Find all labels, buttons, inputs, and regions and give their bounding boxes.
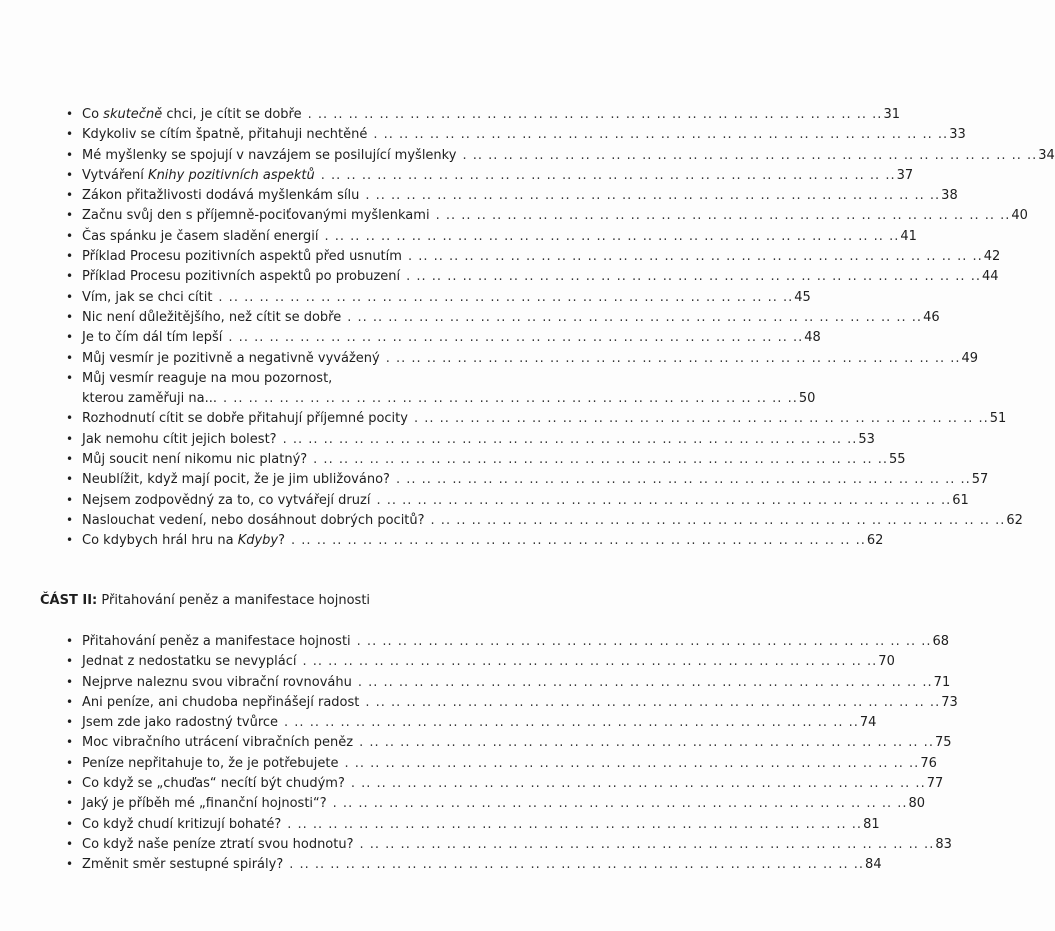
page-number: 62 — [1006, 512, 1023, 528]
page-number: 80 — [908, 796, 926, 812]
dot-leader: .. .. .. .. .. .. .. .. .. .. .. .. .. .. .. .. .. .. .. .. .. .. .. .. .. .. .. .. .. .. .. .. .. .. .. .. .. . — [344, 755, 920, 771]
dot-leader: .. .. .. .. .. .. .. .. .. .. .. .. .. .. .. .. .. .. .. .. .. .. .. .. .. .. .. .. .. .. .. .. .. .. .. .. .. . — [223, 391, 798, 407]
dot-leader: .. .. .. .. .. .. .. .. .. .. .. .. .. .. .. .. .. .. .. .. .. .. .. .. .. .. .. .. .. .. .. .. .. .. .. .. .. . — [365, 188, 941, 204]
dot-leader: .. .. .. .. .. .. .. .. .. .. .. .. .. .. .. .. .. .. .. .. .. .. .. .. .. .. .. .. .. .. .. .. .. .. .. .. .. . — [307, 107, 883, 122]
dot-leader: .. .. .. .. .. .. .. .. .. .. .. .. .. .. .. .. .. .. .. .. .. .. .. .. .. .. .. .. .. .. .. .. .. .. .. .. .. . — [435, 208, 1011, 224]
entry-title — [82, 409, 408, 429]
bullet-icon: • — [66, 411, 74, 426]
page-number: 53 — [858, 431, 875, 447]
entry-title-text: Nic není důležitějšího, než cítit se dobře — [82, 309, 342, 325]
toc-list-part-1 — [66, 104, 1055, 551]
entry-title-line2: kterou zaměřuji na... — [82, 391, 218, 407]
entry-title — [82, 105, 302, 125]
entry-title-text: Zákon přitažlivosti dodává myšlenkám sílu — [82, 188, 360, 204]
page-number: 41 — [900, 228, 917, 244]
entry-title-text: Moc vibračního utrácení vibračních peněz — [82, 735, 354, 751]
bullet-icon: • — [66, 694, 74, 709]
page-number: 49 — [961, 350, 979, 366]
entry-title-text: Přitahování peněz a manifestace hojnosti — [82, 634, 351, 649]
page-number: 68 — [932, 634, 950, 649]
entry-title-text: Jsem zde jako radostný tvůrce — [82, 715, 279, 731]
page-number: 40 — [1011, 208, 1028, 224]
toc-entry[interactable] — [66, 368, 566, 388]
toc-entry[interactable] — [66, 631, 950, 651]
bullet-icon: • — [66, 370, 74, 385]
bullet-icon: • — [66, 816, 74, 831]
entry-title — [82, 632, 351, 652]
entry-title — [82, 693, 359, 713]
bullet-icon: • — [66, 796, 74, 811]
toc-entry[interactable] — [66, 287, 811, 307]
bullet-icon: • — [66, 309, 74, 324]
dot-leader: .. .. .. .. .. .. .. .. .. .. .. .. .. .. .. .. .. .. .. .. .. .. .. .. .. .. .. .. .. .. .. .. .. .. .. .. .. . — [320, 167, 896, 183]
dot-leader: .. .. .. .. .. .. .. .. .. .. .. .. .. .. .. .. .. .. .. .. .. .. .. .. .. .. .. .. .. .. .. .. .. .. .. .. .. . — [287, 816, 863, 832]
page-number: 45 — [794, 289, 811, 305]
toc-entry[interactable] — [66, 226, 917, 246]
entry-title — [82, 227, 319, 247]
page-number: 84 — [865, 857, 882, 873]
bullet-icon: • — [66, 208, 74, 223]
entry-title — [82, 247, 402, 267]
entry-title-text: Peníze nepřitahuje to, že je potřebujete — [82, 755, 339, 771]
dot-leader: .. .. .. .. .. .. .. .. .. .. .. .. .. .. .. .. .. .. .. .. .. .. .. .. .. .. .. .. .. .. .. .. .. .. .. .. .. . — [413, 411, 989, 427]
entry-title — [82, 673, 352, 693]
entry-title-text: Jaký je příběh mé „finanční hojnosti“? — [82, 796, 327, 812]
entry-title-text: Vytváření — [82, 167, 149, 183]
entry-title-text-end: chci, je cítit se dobře — [162, 107, 302, 122]
entry-title-text: Nejsem zodpovědný za to, co vytvářejí druzí — [82, 492, 371, 508]
bullet-icon: • — [66, 107, 74, 121]
entry-title — [82, 774, 345, 794]
entry-title — [82, 369, 332, 389]
bullet-icon: • — [66, 512, 74, 527]
page-number: 44 — [981, 269, 999, 285]
entry-title — [82, 835, 354, 855]
entry-title — [82, 815, 281, 835]
dot-leader: .. .. .. .. .. .. .. .. .. .. .. .. .. .. .. .. .. .. .. .. .. .. .. .. .. .. .. .. .. .. .. .. .. .. .. .. .. . — [365, 694, 941, 710]
page-number: 31 — [883, 107, 900, 122]
entry-title-text: Co — [82, 107, 104, 122]
entry-title — [82, 450, 307, 470]
toc-entry[interactable] — [66, 408, 1007, 428]
entry-title — [82, 328, 222, 348]
dot-leader: .. .. .. .. .. .. .. .. .. .. .. .. .. .. .. .. .. .. .. .. .. .. .. .. .. .. .. .. .. .. .. .. .. .. .. .. .. . — [376, 492, 952, 508]
entry-title — [82, 531, 285, 551]
toc-entry[interactable] — [66, 165, 914, 185]
bullet-icon: • — [66, 127, 74, 142]
entry-title-text: Jak nemohu cítit jejich bolest? — [82, 431, 277, 447]
dot-leader: .. .. .. .. .. .. .. .. .. .. .. .. .. .. .. .. .. .. .. .. .. .. .. .. .. .. .. .. .. .. .. .. .. .. .. .. .. . — [291, 533, 866, 549]
bullet-icon: • — [66, 249, 74, 264]
page-number: 42 — [983, 249, 1001, 265]
section-heading — [40, 591, 370, 611]
page-number: 50 — [798, 391, 816, 407]
dot-leader: .. .. .. .. .. .. .. .. .. .. .. .. .. .. .. .. .. .. .. .. .. .. .. .. .. .. .. .. .. .. .. .. .. .. .. .. .. . — [356, 634, 932, 649]
bullet-icon: • — [66, 330, 74, 345]
page-number: 55 — [889, 452, 906, 468]
dot-leader: .. .. .. .. .. .. .. .. .. .. .. .. .. .. .. .. .. .. .. .. .. .. .. .. .. .. .. .. .. .. .. .. .. .. .. .. .. . — [347, 309, 923, 325]
page-number: 48 — [804, 330, 821, 346]
section-label: ČÁST II: — [40, 593, 98, 608]
entry-title — [82, 146, 456, 166]
dot-leader: .. .. .. .. .. .. .. .. .. .. .. .. .. .. .. .. .. .. .. .. .. .. .. .. .. .. .. .. .. .. .. .. .. .. .. .. .. . — [407, 249, 983, 265]
entry-title — [82, 794, 327, 814]
bullet-icon: • — [66, 533, 74, 548]
dot-leader: .. .. .. .. .. .. .. .. .. .. .. .. .. .. .. .. .. .. .. .. .. .. .. .. .. .. .. .. .. .. .. .. .. .. .. .. .. . — [324, 228, 900, 244]
entry-title — [82, 754, 338, 774]
dot-leader: .. .. .. .. .. .. .. .. .. .. .. .. .. .. .. .. .. .. .. .. .. .. .. .. .. .. .. .. .. .. .. .. .. .. .. .. .. . — [395, 472, 971, 488]
entry-title — [82, 308, 341, 328]
entry-title — [82, 206, 430, 226]
dot-leader: .. .. .. .. .. .. .. .. .. .. .. .. .. .. .. .. .. .. .. .. .. .. .. .. .. .. .. .. .. .. .. .. .. .. .. .. .. . — [284, 715, 859, 731]
page-number: 38 — [941, 188, 958, 204]
entry-title-text: Příklad Procesu pozitivních aspektů po probuzení — [82, 269, 401, 285]
toc-entry[interactable] — [66, 124, 966, 144]
entry-title — [82, 430, 277, 450]
entry-title-text: Jednat z nedostatku se nevyplácí — [82, 654, 297, 670]
entry-title-italic: Knihy pozitivních aspektů — [148, 167, 315, 183]
page-number: 74 — [859, 715, 877, 731]
dot-leader: .. .. .. .. .. .. .. .. .. .. .. .. .. .. .. .. .. .. .. .. .. .. .. .. .. .. .. .. .. .. .. .. .. .. .. .. .. . — [430, 512, 1006, 528]
bullet-icon: • — [66, 228, 74, 243]
bullet-icon: • — [66, 147, 74, 162]
entry-title — [82, 267, 400, 287]
entry-title-text: Co kdybych hrál hru na — [82, 533, 238, 549]
bullet-icon: • — [66, 776, 74, 791]
bullet-icon: • — [66, 452, 74, 467]
page-number: 83 — [935, 836, 952, 852]
page-number: 61 — [952, 492, 969, 508]
dot-leader: .. .. .. .. .. .. .. .. .. .. .. .. .. .. .. .. .. .. .. .. .. .. .. .. .. .. .. .. .. .. .. .. .. .. .. .. .. . — [385, 350, 961, 366]
toc-entry[interactable] — [66, 145, 1055, 165]
toc-entry[interactable] — [66, 510, 1023, 530]
toc-entry[interactable] — [66, 712, 877, 732]
toc-entry[interactable] — [66, 753, 937, 773]
page-number: 34 — [1038, 147, 1055, 163]
entry-title-text: Příklad Procesu pozitivních aspektů před usnutím — [82, 249, 402, 265]
dot-leader: .. .. .. .. .. .. .. .. .. .. .. .. .. .. .. .. .. .. .. .. .. .. .. .. .. .. .. .. .. .. .. .. .. .. .. .. .. . — [406, 269, 981, 285]
bullet-icon: • — [66, 755, 74, 770]
entry-title-text: Je to čím dál tím lepší — [82, 330, 223, 346]
entry-title-italic: skutečně — [103, 107, 163, 122]
dot-leader: .. .. .. .. .. .. .. .. .. .. .. .. .. .. .. .. .. .. .. .. .. .. .. .. .. .. .. .. .. .. .. .. .. .. .. .. .. . — [228, 330, 804, 346]
entry-title-text: Čas spánku je časem sladění energií — [82, 228, 319, 244]
entry-title — [82, 733, 353, 753]
toc-entry[interactable] — [66, 692, 958, 712]
dot-leader: .. .. .. .. .. .. .. .. .. .. .. .. .. .. .. .. .. .. .. .. .. .. .. .. .. .. .. .. .. .. .. .. .. .. .. .. .. . — [313, 452, 888, 468]
entry-title-text: Co když se „chuďas“ necítí být chudým? — [82, 776, 345, 792]
entry-title — [82, 125, 367, 145]
toc-entry-continuation — [66, 388, 816, 408]
page-number: 57 — [971, 472, 989, 488]
entry-title-text: Co když naše peníze ztratí svou hodnotu? — [82, 836, 354, 852]
toc-entry[interactable] — [66, 672, 951, 692]
toc-entry[interactable] — [66, 854, 882, 874]
toc-entry[interactable] — [66, 104, 900, 124]
toc-entry[interactable] — [66, 307, 940, 327]
entry-title — [82, 166, 315, 186]
entry-title-text: Ani peníze, ani chudoba nepřinášejí radost — [82, 694, 360, 710]
entry-title-text: Neublížit, když mají pocit, že je jim ubližováno? — [82, 472, 390, 488]
toc-entry[interactable] — [66, 834, 952, 854]
toc-entry[interactable] — [66, 348, 979, 368]
toc-entry[interactable] — [66, 266, 999, 286]
dot-leader: .. .. .. .. .. .. .. .. .. .. .. .. .. .. .. .. .. .. .. .. .. .. .. .. .. .. .. .. .. .. .. .. .. .. .. .. .. . — [302, 654, 878, 670]
bullet-icon: • — [66, 715, 74, 730]
toc-entry[interactable] — [66, 793, 926, 813]
dot-leader: .. .. .. .. .. .. .. .. .. .. .. .. .. .. .. .. .. .. .. .. .. .. .. .. .. .. .. .. .. .. .. .. .. .. .. .. .. . — [357, 674, 933, 690]
dot-leader: .. .. .. .. .. .. .. .. .. .. .. .. .. .. .. .. .. .. .. .. .. .. .. .. .. .. .. .. .. .. .. .. .. .. .. .. .. . — [373, 127, 949, 143]
bullet-icon: • — [66, 167, 74, 182]
bullet-icon: • — [66, 836, 74, 851]
entry-title — [82, 855, 283, 875]
entry-title-text: Můj vesmír je pozitivně a negativně vyvážený — [82, 350, 380, 366]
page-number: 81 — [863, 816, 880, 832]
toc-entry[interactable] — [66, 449, 906, 469]
page-number: 37 — [896, 167, 914, 183]
toc-entry[interactable] — [66, 651, 895, 671]
toc-entry[interactable] — [66, 185, 958, 205]
entry-title — [82, 652, 296, 672]
toc-entry[interactable] — [66, 490, 969, 510]
bullet-icon: • — [66, 269, 74, 284]
entry-title-text: Mé myšlenky se spojují v navzájem se posilující myšlenky — [82, 147, 457, 163]
entry-title — [82, 349, 380, 369]
entry-title-text: Můj vesmír reaguje na mou pozornost, — [82, 370, 333, 386]
entry-title-text: Začnu svůj den s příjemně-pociťovanými myšlenkami — [82, 208, 430, 224]
page-number: 70 — [878, 654, 895, 670]
page-number: 75 — [934, 735, 952, 751]
entry-title-text: Změnit směr sestupné spirály? — [82, 857, 284, 873]
toc-entry[interactable] — [66, 732, 952, 752]
bullet-icon: • — [66, 735, 74, 750]
toc-entry[interactable] — [66, 530, 884, 550]
bullet-icon: • — [66, 188, 74, 203]
page-number: 77 — [926, 776, 944, 792]
entry-title — [82, 713, 278, 733]
bullet-icon: • — [66, 634, 74, 648]
toc-entry[interactable] — [66, 327, 821, 347]
page-number: 71 — [933, 674, 951, 690]
entry-title-text: Kdykoliv se cítím špatně, přitahuji nechtěné — [82, 127, 368, 143]
toc-entry[interactable] — [66, 773, 944, 793]
bullet-icon: • — [66, 350, 74, 365]
entry-title-text: Nejprve naleznu svou vibrační rovnováhu — [82, 674, 352, 690]
bullet-icon: • — [66, 472, 74, 487]
bullet-icon: • — [66, 857, 74, 872]
bullet-icon: • — [66, 431, 74, 446]
dot-leader: .. .. .. .. .. .. .. .. .. .. .. .. .. .. .. .. .. .. .. .. .. .. .. .. .. .. .. .. .. .. .. .. .. .. .. .. .. . — [332, 796, 908, 812]
bullet-icon: • — [66, 289, 74, 304]
toc-entry[interactable] — [66, 429, 875, 449]
dot-leader: .. .. .. .. .. .. .. .. .. .. .. .. .. .. .. .. .. .. .. .. .. .. .. .. .. .. .. .. .. .. .. .. .. .. .. .. .. . — [359, 735, 934, 751]
bullet-icon: • — [66, 492, 74, 507]
entry-title-text: Rozhodnutí cítit se dobře přitahují příjemné pocity — [82, 411, 408, 427]
entry-title-text: Naslouchat vedení, nebo dosáhnout dobrých pocitů? — [82, 512, 425, 528]
toc-entry[interactable] — [66, 469, 989, 489]
toc-entry[interactable] — [66, 205, 1028, 225]
page-number: 51 — [989, 411, 1007, 427]
entry-title — [82, 470, 390, 490]
dot-leader: .. .. .. .. .. .. .. .. .. .. .. .. .. .. .. .. .. .. .. .. .. .. .. .. .. .. .. .. .. .. .. .. .. .. .. .. .. . — [350, 776, 926, 792]
dot-leader: .. .. .. .. .. .. .. .. .. .. .. .. .. .. .. .. .. .. .. .. .. .. .. .. .. .. .. .. .. .. .. .. .. .. .. .. .. . — [282, 431, 858, 447]
toc-list-part-2 — [66, 631, 958, 875]
page-number: 73 — [941, 694, 958, 710]
bullet-icon: • — [66, 674, 74, 689]
dot-leader: .. .. .. .. .. .. .. .. .. .. .. .. .. .. .. .. .. .. .. .. .. .. .. .. .. .. .. .. .. .. .. .. .. .. .. .. .. . — [289, 857, 865, 873]
page-number: 62 — [866, 533, 884, 549]
entry-title — [82, 491, 370, 511]
page-number: 46 — [923, 309, 940, 325]
page-number: 33 — [949, 127, 966, 143]
entry-title-text: Můj soucit není nikomu nic platný? — [82, 452, 308, 468]
page-number: 76 — [920, 755, 937, 771]
entry-title-text: Vím, jak se chci cítit — [82, 289, 213, 305]
entry-title-text-end: ? — [278, 533, 286, 549]
toc-entry[interactable] — [66, 246, 1001, 266]
dot-leader: .. .. .. .. .. .. .. .. .. .. .. .. .. .. .. .. .. .. .. .. .. .. .. .. .. .. .. .. .. .. .. .. .. .. .. .. .. . — [218, 289, 794, 305]
toc-entry[interactable] — [66, 814, 880, 834]
dot-leader: .. .. .. .. .. .. .. .. .. .. .. .. .. .. .. .. .. .. .. .. .. .. .. .. .. .. .. .. .. .. .. .. .. .. .. .. .. . — [462, 147, 1038, 163]
entry-title-italic: Kdyby — [237, 533, 279, 549]
bullet-icon: • — [66, 654, 74, 669]
entry-title — [82, 288, 212, 308]
dot-leader: .. .. .. .. .. .. .. .. .. .. .. .. .. .. .. .. .. .. .. .. .. .. .. .. .. .. .. .. .. .. .. .. .. .. .. .. .. . — [359, 836, 935, 852]
entry-title — [82, 511, 425, 531]
section-title: Přitahování peněz a manifestace hojnosti — [97, 593, 371, 608]
entry-title — [82, 186, 359, 206]
entry-title-text: Co když chudí kritizují bohaté? — [82, 816, 282, 832]
